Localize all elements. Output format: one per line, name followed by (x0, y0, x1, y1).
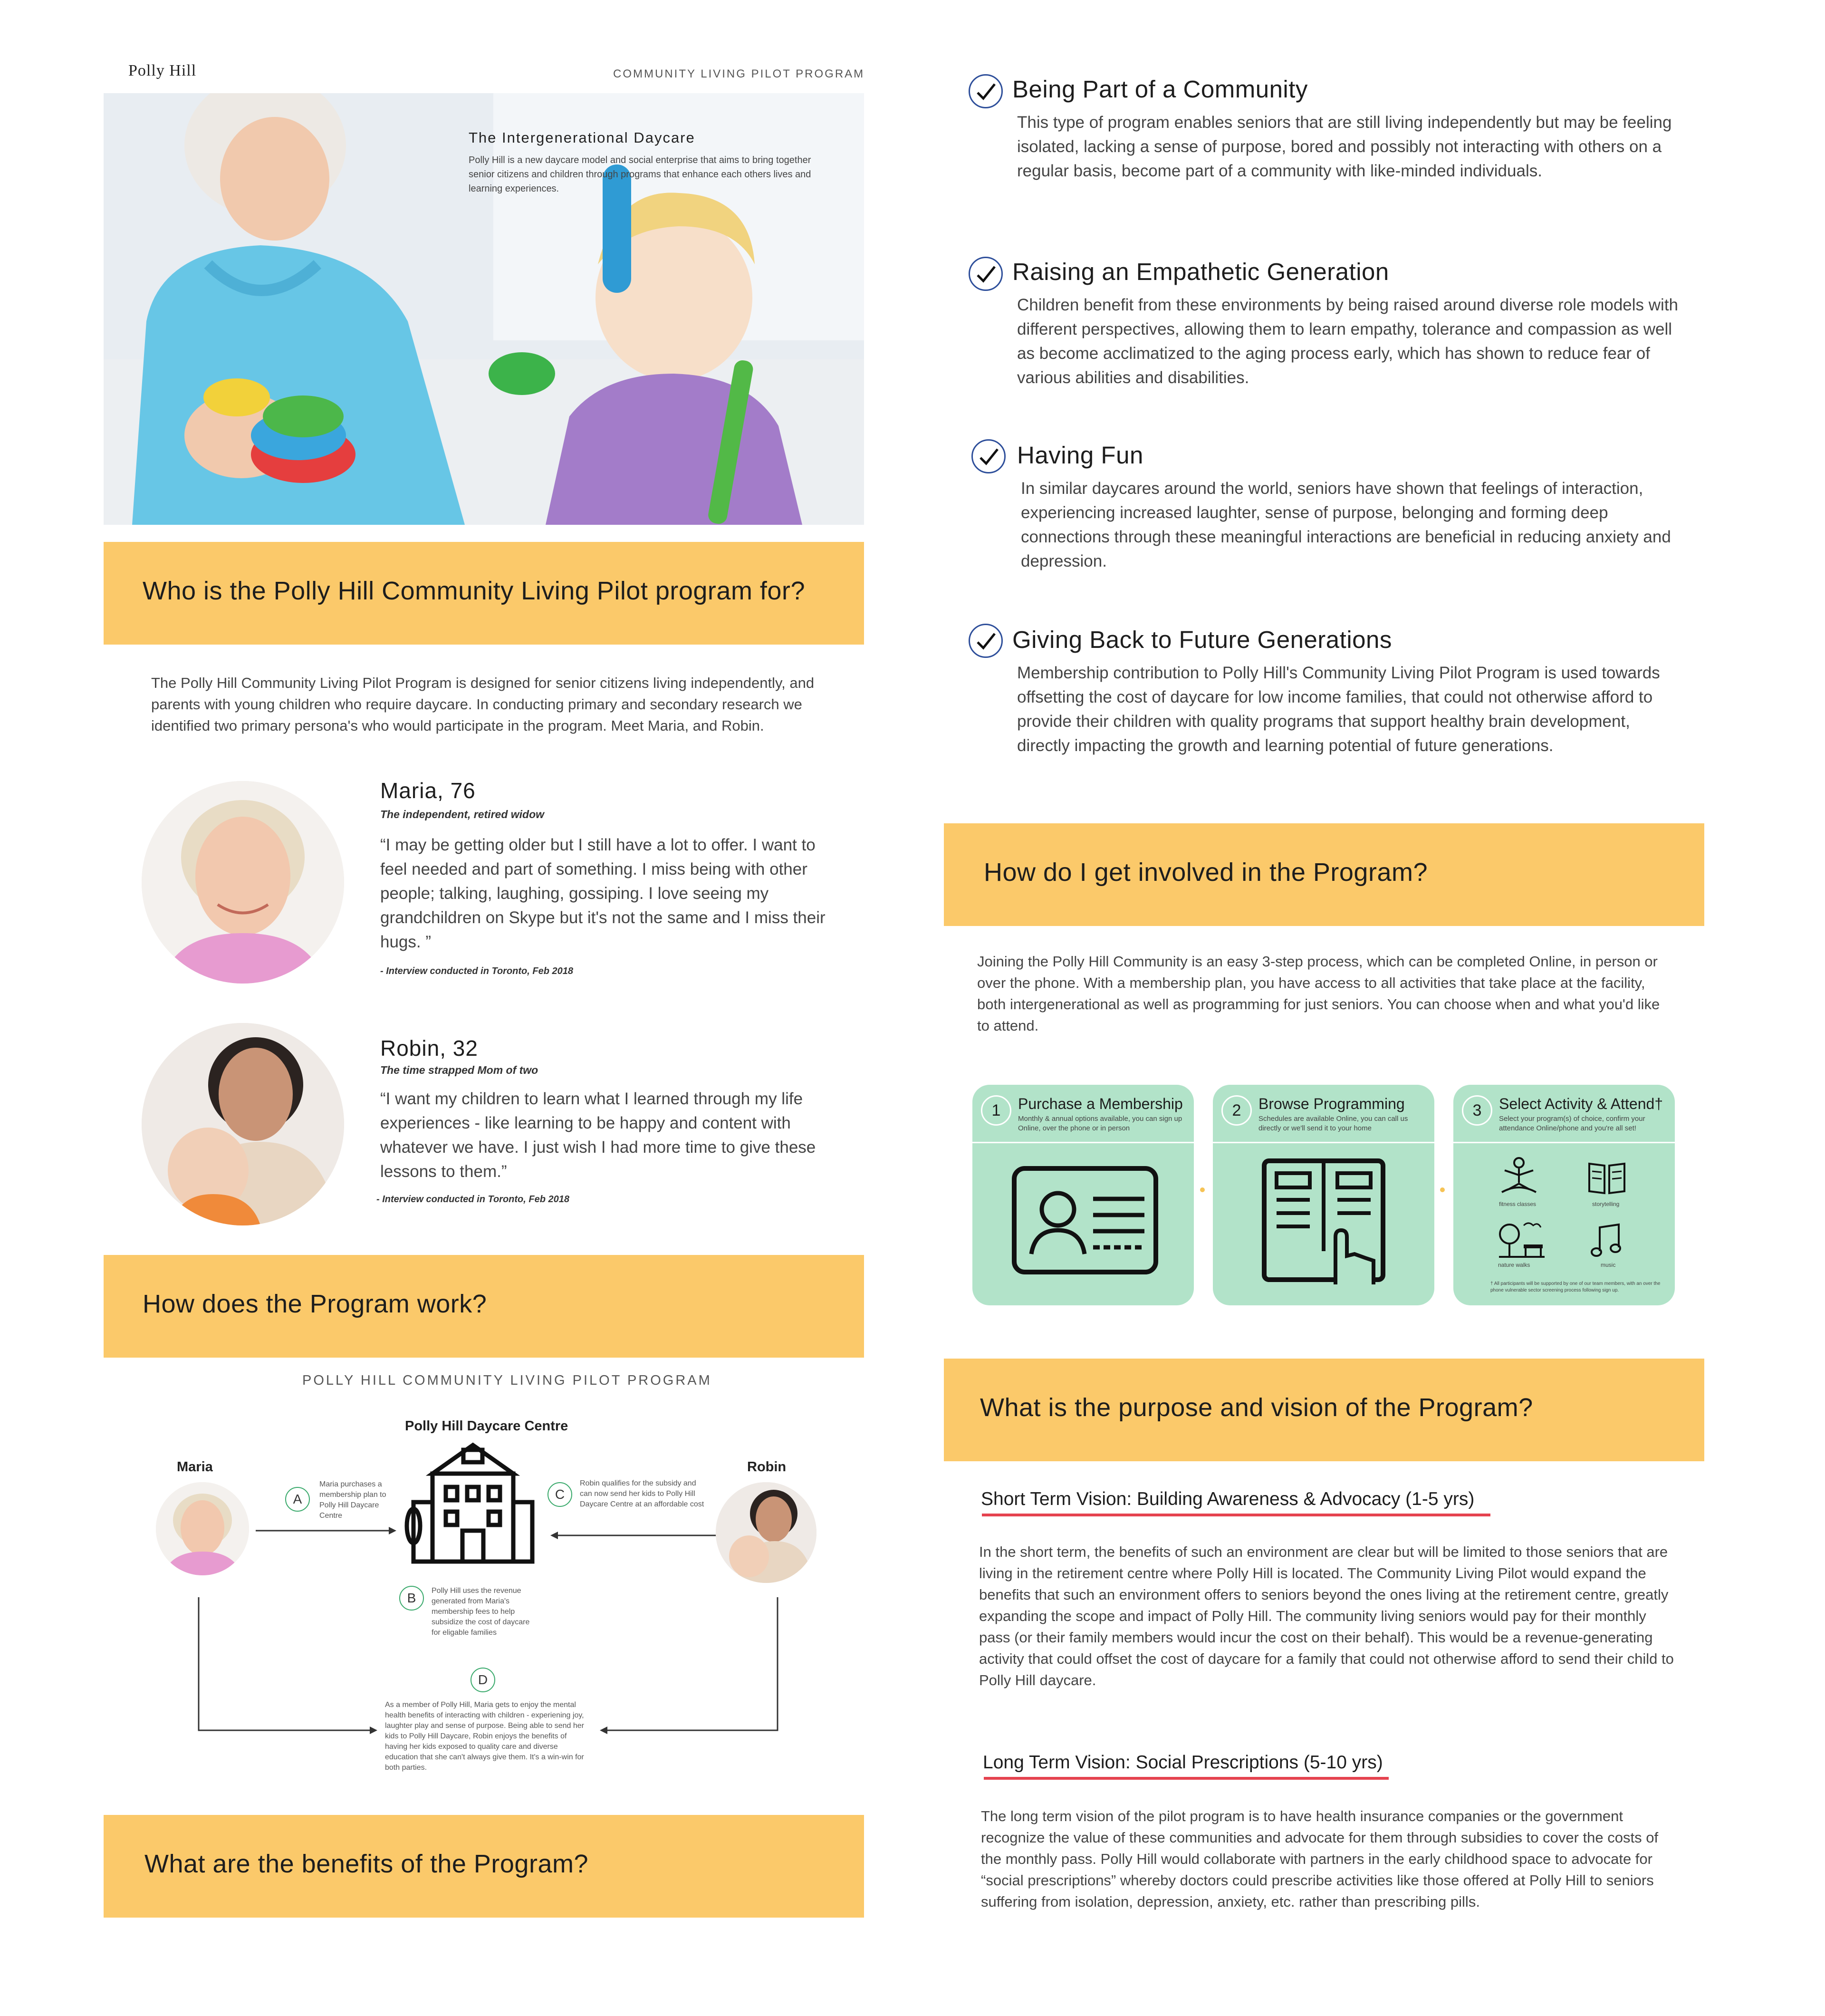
step-desc: Schedules are available Online, you can call us directly or we'll send it to your home (1258, 1115, 1408, 1132)
activity-footnote: † All participants will be supported by one of our team members, with an over the phone vulnerable sector screening process following sign up. (1490, 1281, 1661, 1293)
checkmark-icon (969, 74, 1003, 108)
step-title: Purchase a Membership (1018, 1095, 1183, 1112)
activity-label: music (1601, 1262, 1616, 1268)
hero-title: The Intergenerational Daycare (469, 129, 695, 146)
robin-quote: “I want my children to learn what I learned through my life experiences - like learning to be happy and content with whatever we have. I just wish I had more time to give these lessons to them.” (380, 1090, 816, 1181)
benefit-text: In similar daycares around the world, seniors have shown that feelings of interaction, experiencing increased laughter, sense of purpose, belonging and forming deep connections through these meaningful interactions are beneficial in reducing anxiety and depression. (1021, 479, 1671, 570)
step-number: 2 (1221, 1095, 1252, 1126)
step-d-text: As a member of Polly Hill, Maria gets to enjoy the mental health benefits of interacting with children - experiening joy, laughter play and sense of purpose. Being able to send her kids to Polly Hill Daycare, Robin enjoys the benefits of having her kids exposed to quality care and diverse education that she can't always give them. It's a win-win for both parties. (385, 1701, 584, 1772)
who-intro: The Polly Hill Community Living Pilot Program is designed for senior citizens living independently, and parents with young children who require daycare. In conducting primary and secondary research we identified two primary persona's who would participate in the program. Meet Maria, and Robin. (151, 675, 815, 734)
maria-name: Maria, 76 (380, 778, 476, 803)
long-term-text: The long term vision of the pilot program is to have health insurance companies or the government recognize the value of these communities and advocate for them through subsidies to cover the costs of the monthly pass. Polly Hill would collaborate with partners in the early childhood space to advocate for “social prescriptions” whereby doctors could prescribe activities like those offered at Polly Hill to seniors suffering from isolation, depression, anxiety, etc. rather than prescribing pills. (981, 1808, 1659, 1910)
how-works-banner (104, 1255, 864, 1358)
maria-diagram-label: Maria (177, 1459, 213, 1475)
vision-banner (944, 1359, 1704, 1461)
step-connector-dot (1440, 1187, 1445, 1192)
long-term-underline (984, 1777, 1389, 1780)
activity-label: nature walks (1498, 1262, 1530, 1268)
diagram-title: POLLY HILL COMMUNITY LIVING PILOT PROGRAM (302, 1373, 712, 1388)
maria-citation: - Interview conducted in Toronto, Feb 2018 (380, 966, 573, 976)
benefit-title: Being Part of a Community (1012, 76, 1308, 103)
nature-walk-icon (1495, 1221, 1547, 1259)
long-term-title: Long Term Vision: Social Prescriptions (5-10 yrs) (983, 1752, 1383, 1773)
card-divider (972, 1142, 1194, 1143)
robin-citation: - Interview conducted in Toronto, Feb 2018 (376, 1194, 569, 1205)
card-divider (1453, 1142, 1675, 1143)
robin-diagram-avatar (716, 1482, 816, 1583)
short-term-text: In the short term, the benefits of such an environment are clear but will be limited to those seniors that are living in the retirement centre where Polly Hill is located. The Community Living Pilot would expand the benefits that such an environment offers to seniors beyond the ones living at the retirement centre, greatly expanding the scope and impact of Polly Hill. The community living seniors would pay for their monthly pass (or their family members would incur the cost on their behalf). This would be a revenue-generating activity that could offset the cost of daycare for a family that could not otherwise afford to send their child to Polly Hill daycare. (979, 1543, 1674, 1688)
centre-label: Polly Hill Daycare Centre (405, 1418, 568, 1434)
step-a-marker: A (285, 1487, 310, 1512)
robin-avatar (142, 1023, 344, 1225)
involved-banner (944, 823, 1704, 926)
program-label: COMMUNITY LIVING PILOT PROGRAM (613, 68, 865, 80)
checkmark-icon (971, 439, 1006, 473)
step-b-marker: B (399, 1586, 424, 1611)
short-term-underline (982, 1514, 1490, 1516)
vision-heading: What is the purpose and vision of the Program? (980, 1393, 1533, 1422)
step-card-programming[interactable] (1213, 1085, 1434, 1305)
benefit-title: Raising an Empathetic Generation (1012, 258, 1389, 285)
how-works-heading: How does the Program work? (143, 1290, 487, 1318)
step-connector-dot (1200, 1187, 1205, 1192)
short-term-title: Short Term Vision: Building Awareness & Advocacy (1-5 yrs) (981, 1489, 1475, 1509)
benefits-banner (104, 1815, 864, 1918)
activity-label: fitness classes (1499, 1201, 1537, 1207)
schedule-icon (1259, 1156, 1388, 1289)
benefit-text: This type of program enables seniors that are still living independently but may be feeling isolated, lacking a sense of purpose, bored and possibly not interacting with others on a regular basis, become part of a community with like-minded individuals. (1017, 113, 1672, 180)
id-card-icon (1011, 1166, 1159, 1275)
robin-name: Robin, 32 (380, 1036, 478, 1061)
maria-role: The independent, retired widow (380, 808, 545, 820)
involved-heading: How do I get involved in the Program? (984, 858, 1428, 887)
benefit-title: Having Fun (1017, 442, 1143, 469)
maria-quote: “I may be getting older but I still have a lot to offer. I want to feel needed and part of something. I miss being with other people; talking, laughing, gossiping. I love seeing my grandchildren on Skype but it's not the same and I miss their hugs. ” (380, 836, 826, 951)
activity-label: storytelling (1592, 1201, 1620, 1207)
book-icon (1585, 1159, 1628, 1197)
music-icon (1590, 1223, 1623, 1259)
step-number: 1 (981, 1095, 1011, 1126)
step-d-marker: D (471, 1668, 495, 1692)
who-heading: Who is the Polly Hill Community Living Pilot program for? (143, 577, 805, 605)
hero-description: Polly Hill is a new daycare model and social enterprise that aims to bring together senior citizens and children through programs that enhance each others lives and learning experiences. (469, 155, 811, 194)
maria-avatar (142, 781, 344, 984)
robin-diagram-label: Robin (747, 1459, 787, 1475)
step-a-text: Maria purchases a membership plan to Polly Hill Daycare Centre (319, 1480, 386, 1520)
involved-intro: Joining the Polly Hill Community is an easy 3-step process, which can be completed Online, in person or over the phone. With a membership plan, you have access to all activities that take place at the facility, both intergenerational as well as programming for just seniors. You can choose when and what you'd like to attend. (977, 953, 1660, 1034)
benefit-text: Children benefit from these environments by being raised around diverse role models with different perspectives, allowing them to learn empathy, tolerance and compassion as well as become acclimatized to the aging process early, which has shown to reduce fear of various abilities and disabilities. (1017, 296, 1679, 387)
yoga-icon (1495, 1156, 1543, 1199)
step-title: Browse Programming (1258, 1095, 1405, 1112)
step-c-marker: C (548, 1482, 572, 1507)
step-card-attend[interactable] (1453, 1085, 1675, 1305)
checkmark-icon (969, 624, 1003, 658)
benefits-heading: What are the benefits of the Program? (144, 1850, 588, 1878)
building-icon (404, 1440, 542, 1566)
step-title: Select Activity & Attend† (1499, 1095, 1663, 1112)
card-divider (1213, 1142, 1434, 1143)
benefit-text: Membership contribution to Polly Hill's Community Living Pilot Program is used towards offsetting the cost of daycare for low income families, that could not otherwise afford to provide their children with quality programs that support healthy brain development, directly impacting the growth and learning potential of future generations. (1017, 664, 1660, 755)
step-number: 3 (1462, 1095, 1492, 1126)
who-banner (104, 542, 864, 645)
step-desc: Monthly & annual options available, you can sign up Online, over the phone or in person (1018, 1115, 1182, 1132)
step-b-text: Polly Hill uses the revenue generated from Maria's membership fees to help subsidize the cost of daycare for eligable families (432, 1587, 530, 1637)
checkmark-icon (969, 257, 1003, 291)
step-desc: Select your program(s) of choice, confirm your attendance Online/phone and you're all set! (1499, 1115, 1645, 1132)
robin-role: The time strapped Mom of two (380, 1064, 538, 1076)
maria-diagram-avatar (156, 1482, 249, 1575)
step-c-text: Robin qualifies for the subsidy and can now send her kids to Polly Hill Daycare Centre at an affordable cost (580, 1479, 704, 1508)
step-card-membership[interactable] (972, 1085, 1194, 1305)
brand-logo: Polly Hill (128, 62, 197, 79)
benefit-title: Giving Back to Future Generations (1012, 626, 1392, 653)
